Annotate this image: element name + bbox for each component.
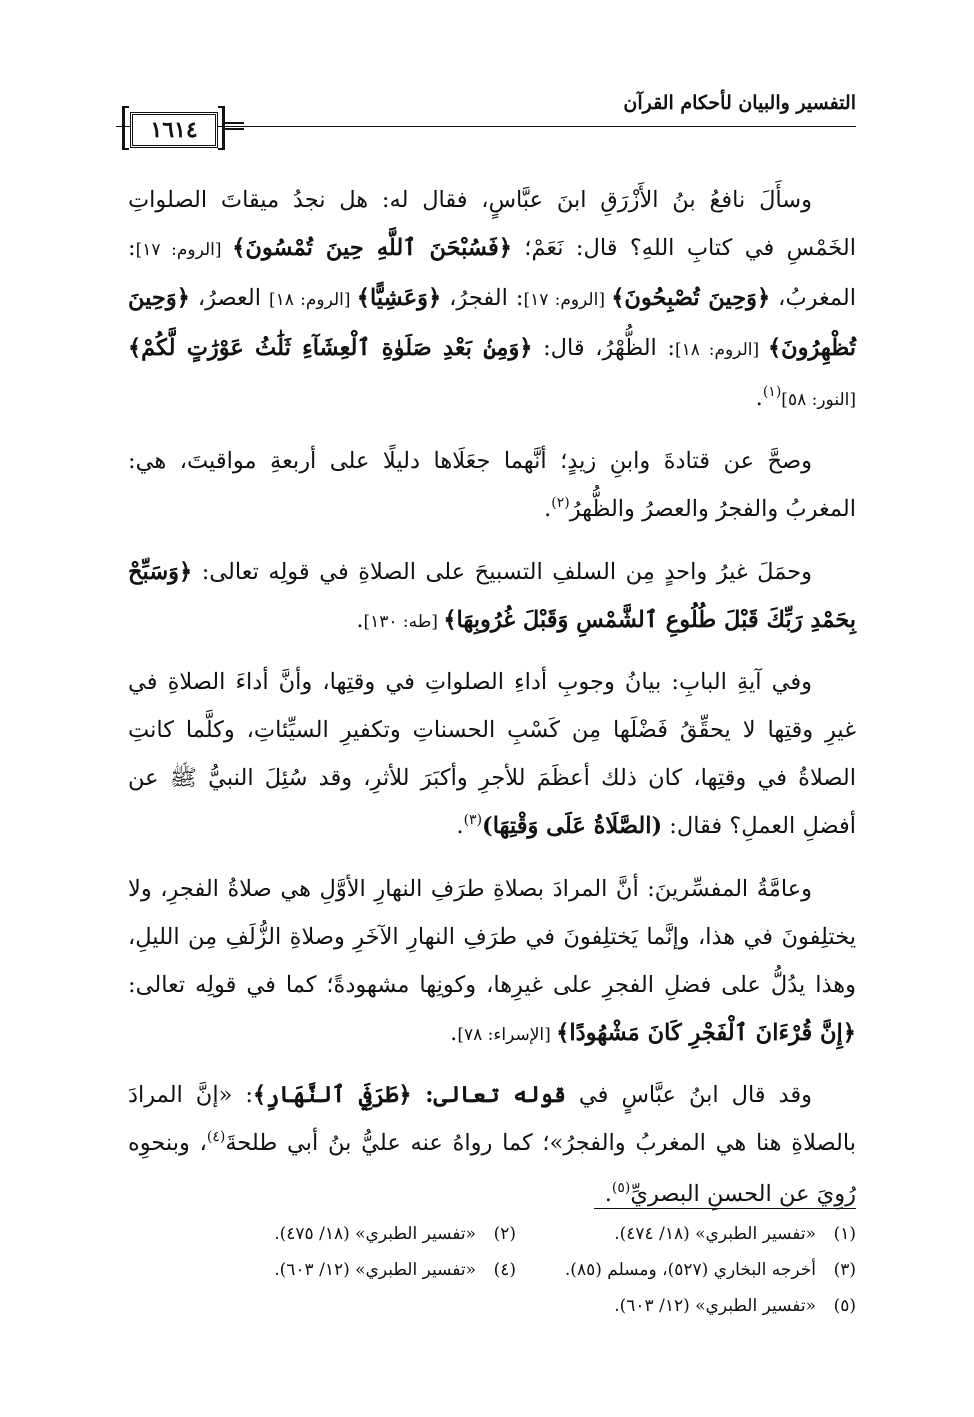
bold-phrase: قوله تعالى: <box>425 1082 566 1108</box>
text-segment: وقد قال ابنُ عبَّاسٍ في <box>565 1082 812 1108</box>
footnote-text: «تفسير الطبري» (١٨/ ٤٧٥). <box>274 1224 476 1244</box>
paragraph-5 <box>128 865 856 1059</box>
hadith-quote: (الصَّلَاةُ عَلَى وَقْتِهَا) <box>482 813 663 839</box>
footnote-number: (٣) <box>833 1260 856 1280</box>
footnote-marker[interactable]: (٤) <box>206 1129 226 1145</box>
footnote-4 <box>216 1252 516 1288</box>
text-segment: . <box>450 1020 458 1046</box>
footnote-text: «تفسير الطبري» (١٢/ ٦٠٣). <box>274 1260 476 1280</box>
verse-reference: [الروم: ١٨] <box>674 340 768 360</box>
text-segment: : «إنَّ المرادَ بالصلاةِ هنا هي المغربُ والفجرُ»؛ كما رواهُ عنه عليُّ بنُ أبي طلحةَ <box>128 1082 856 1156</box>
page-header <box>116 92 856 162</box>
paragraph-6 <box>128 1071 856 1221</box>
page-number-bracket-left <box>122 106 129 150</box>
footnote-number: (٤) <box>493 1260 516 1280</box>
paragraph-3 <box>128 548 856 646</box>
verse-reference: [الإسراء: ٧٨] <box>457 1025 557 1045</box>
footnote-separator <box>594 1208 856 1209</box>
text-segment: وفي آيةِ البابِ: بيانُ وجوبِ أداءِ الصلواتِ في وقتِها، وأنَّ أداءَ الصلاةِ في غيرِ وقتِها لا يحقِّقُ فَضْلَها مِن كَسْبِ الحسناتِ وتكفيرِ السيِّئاتِ، وكلَّما كانتِ الصلاةُ في وقتِها، كان ذلك أعظَمَ للأجرِ وأكبَرَ للأثرِ، وقد سُئِلَ النبيُّ ﷺ عن أفضلِ العملِ؟ فقال: <box>128 669 856 839</box>
text-segment: وسأَلَ نافعُ بنُ الأَزْرَقِ ابنَ عبَّاسٍ، فقال له: هل نجدُ ميقاتَ الصلواتِ الخَمْسِ في كتابِ اللهِ؟ قال: نَعَمْ؛ <box>128 187 856 261</box>
verse-reference: [الروم: ١٧] <box>135 240 233 260</box>
footnote-text: أخرجه البخاري (٥٢٧)، ومسلم (٨٥). <box>564 1260 816 1280</box>
footnote-marker[interactable]: (٥) <box>611 1180 631 1196</box>
footnote-text: «تفسير الطبري» (١٢/ ٦٠٣). <box>614 1296 816 1316</box>
page-number: ١٦١٤ <box>130 112 218 148</box>
footnote-number: (٢) <box>493 1224 516 1244</box>
footnote-row <box>128 1288 856 1324</box>
quran-verse: ﴿فَسُبْحَنَ ٱللَّهِ حِينَ تُمْسُونَ﴾ <box>232 235 512 261</box>
verse-reference: [الروم: ١٨] <box>269 290 357 310</box>
footnote-marker[interactable]: (٢) <box>551 495 570 511</box>
text-segment: . <box>755 385 763 411</box>
text-segment: . <box>456 813 464 839</box>
footnote-marker[interactable]: (١) <box>762 384 782 400</box>
footnote-number: (١) <box>833 1224 856 1244</box>
running-title: التفسير والبيان لأحكام القرآن <box>623 92 856 114</box>
footnote-2 <box>216 1216 516 1252</box>
verse-reference: [طه: ١٣٠] <box>363 612 444 632</box>
main-text <box>128 176 856 1233</box>
text-segment: وحمَلَ غيرُ واحدٍ مِن السلفِ التسبيحَ على الصلاةِ في قولِه تعالى: <box>192 559 812 585</box>
footnotes <box>128 1216 856 1324</box>
text-segment: ، وبنحوِه رُوِيَ عن الحسنِ البصريِّ <box>128 1130 856 1207</box>
paragraph-1 <box>128 176 856 425</box>
text-segment: : الفجرُ، <box>441 285 524 311</box>
text-segment: . <box>604 1181 612 1207</box>
footnote-row <box>128 1252 856 1288</box>
quran-verse: ﴿إِنَّ قُرْءَانَ ٱلْفَجْرِ كَانَ مَشْهُودًا﴾ <box>556 1020 856 1046</box>
footnote-number: (٥) <box>833 1296 856 1316</box>
footnote-row <box>128 1216 856 1252</box>
quran-verse: ﴿وَحِينَ تُصْبِحُونَ﴾ <box>611 285 771 311</box>
quran-verse: ﴿وَسَبِّحْ بِحَمْدِ رَبِّكَ قَبْلَ طُلُوعِ ٱلشَّمْسِ وَقَبْلَ غُرُوبِهَا﴾ <box>128 559 856 633</box>
footnote-5 <box>516 1288 856 1324</box>
quran-verse: ﴿وَمِنۢ بَعْدِ صَلَوٰةِ ٱلْعِشَآءِ ثَلَٰثُ عَوْرَٰتٍ لَّكُمْ﴾ <box>128 335 533 361</box>
text-segment: . <box>356 607 364 633</box>
quran-verse: ﴿طَرَفَيِ ٱلنَّهَارِ﴾ <box>252 1082 426 1108</box>
verse-reference: [النور: ٥٨] <box>781 390 856 410</box>
text-segment: : الظُّهْرُ، قال: <box>532 335 675 361</box>
footnote-1 <box>516 1216 856 1252</box>
header-ornament <box>224 122 244 130</box>
text-segment: العصرُ، <box>189 285 270 311</box>
text-segment: . <box>544 496 552 522</box>
footnote-text: «تفسير الطبري» (١٨/ ٤٧٤). <box>614 1224 816 1244</box>
verse-reference: [الروم: ١٧] <box>523 290 612 310</box>
quran-verse: ﴿وَحِينَ تُظْهِرُونَ﴾ <box>128 285 857 361</box>
text-segment: وعامَّةُ المفسِّرينَ: أنَّ المرادَ بصلاةِ طرَفِ النهارِ الأوَّلِ هي صلاةُ الفجرِ، ولا يختلِفونَ في هذا، وإنَّما يَختلِفونَ في طرَفِ النهارِ الآخَرِ وصلاةِ الزُّلَفِ مِن الليلِ، وهذا يدُلُّ على فضلِ الفجرِ على غيرِها، وكونِها مشهودةً؛ كما في قولِه تعالى: <box>128 876 856 998</box>
footnote-3 <box>516 1252 856 1288</box>
footnote-marker[interactable]: (٣) <box>463 812 483 828</box>
paragraph-4 <box>128 658 856 853</box>
text-segment: : المغربُ، <box>128 235 857 311</box>
text-segment: وصحَّ عن قتادةَ وابنِ زيدٍ؛ أنَّهما جعَلَاها دليلًا على أربعةِ مواقيتَ، هي: المغربُ والفجرُ والعصرُ والظُّهرُ <box>128 448 856 522</box>
paragraph-2 <box>128 437 856 536</box>
quran-verse: ﴿وَعَشِيًّا﴾ <box>356 285 442 311</box>
